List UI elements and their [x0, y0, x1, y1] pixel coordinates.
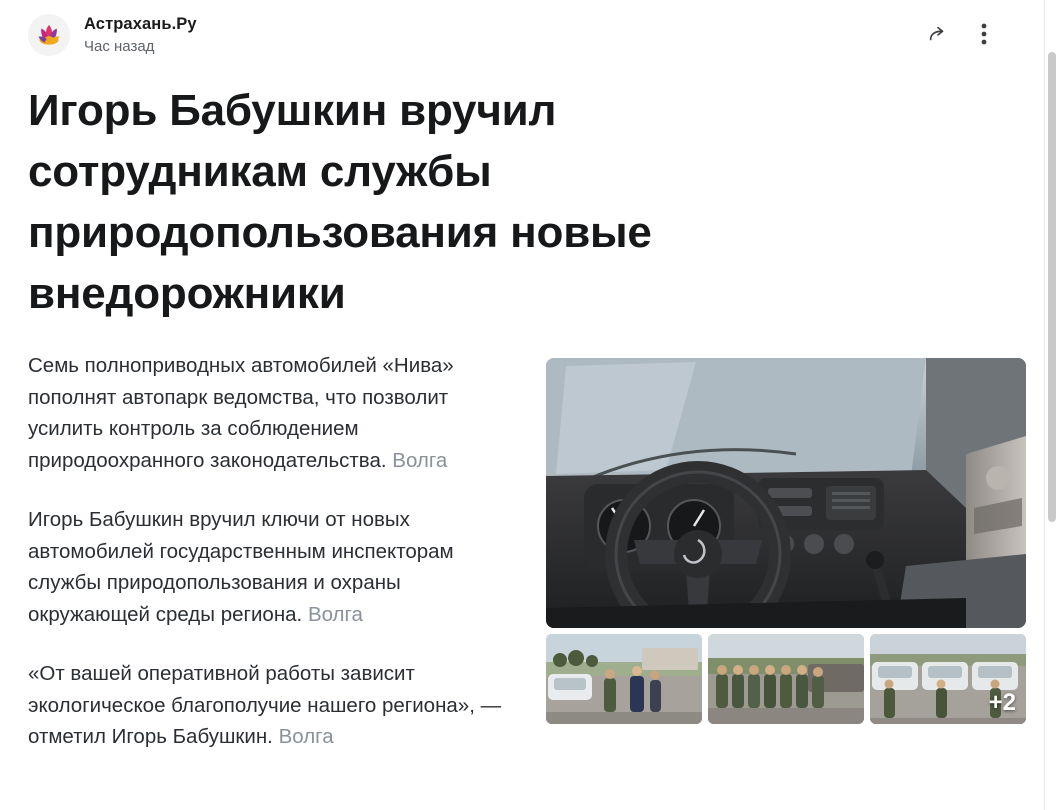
paragraph — [28, 658, 518, 753]
article-media-column — [546, 350, 1026, 781]
paragraph-attribution[interactable]: Волга — [307, 602, 363, 626]
list-item[interactable] — [708, 634, 864, 724]
paragraph — [28, 350, 518, 476]
avatar — [28, 14, 70, 56]
lotus-flower-logo — [28, 14, 70, 56]
scrollbar-thumb[interactable] — [1048, 52, 1056, 522]
list-item[interactable] — [546, 634, 702, 724]
thumbnail-strip — [546, 634, 1026, 724]
list-item[interactable] — [870, 634, 1026, 724]
paragraph-text: Игорь Бабушкин вручил ключи от новых автомобилей государственным инспекторам службы природопользования и охраны окружающей среды региона. — [28, 508, 454, 626]
thumbnail-image-2 — [708, 634, 864, 724]
source-info — [84, 12, 926, 58]
hero-image[interactable] — [546, 358, 1026, 628]
share-icon[interactable] — [926, 22, 950, 46]
article-body — [28, 350, 1016, 781]
more-photos-badge: +2 — [988, 689, 1016, 716]
paragraph-attribution[interactable]: Волга — [392, 448, 448, 472]
scrollbar[interactable] — [1044, 0, 1058, 810]
thumbnail-image-1 — [546, 634, 702, 724]
source-name[interactable]: Астрахань.Ру — [84, 15, 197, 33]
car-interior-illustration — [546, 358, 1026, 628]
paragraph-text: Семь полноприводных автомобилей «Нива» пополнят автопарк ведомства, что позволит усилить контроль за соблюдением природоохранного законодательства. — [28, 354, 454, 472]
paragraph-text: «От вашей оперативной работы зависит экологическое благополучие нашего региона», — отметил Игорь Бабушкин. — [28, 662, 502, 748]
paragraph — [28, 504, 518, 630]
publish-time: Час назад — [84, 38, 155, 55]
more-vertical-icon[interactable] — [972, 22, 996, 46]
article-header — [0, 0, 1030, 64]
paragraph-attribution[interactable]: Волга — [278, 725, 334, 748]
page-title: Игорь Бабушкин вручил сотрудникам службы природопользования новые внедорожники — [28, 86, 652, 318]
article-text-column — [28, 350, 518, 781]
header-actions — [926, 12, 1002, 46]
